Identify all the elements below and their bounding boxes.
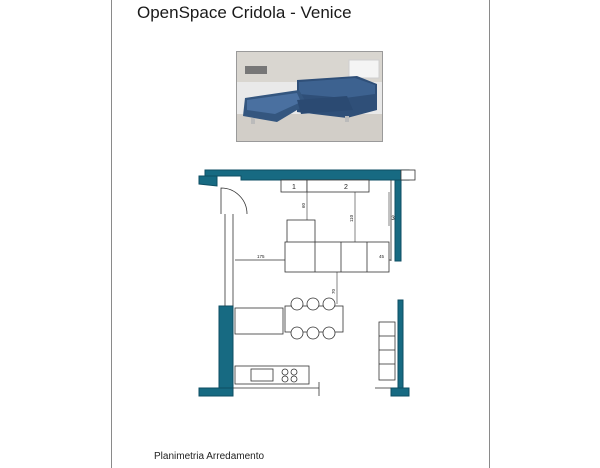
bottom-counter bbox=[235, 366, 309, 384]
page-title: OpenSpace Cridola - Venice bbox=[137, 3, 352, 22]
cabinet-3-label: 3 bbox=[391, 216, 395, 222]
shelving bbox=[379, 322, 395, 380]
sofa-plan bbox=[285, 220, 389, 272]
dim-b-label: 110 bbox=[349, 214, 354, 222]
sofa-photo bbox=[236, 51, 383, 142]
interior-lines bbox=[225, 180, 391, 396]
cabinet-2-label: 2 bbox=[344, 184, 348, 191]
plan-caption: Planimetria Arredamento bbox=[154, 451, 265, 462]
dim-right-label: 45 bbox=[379, 254, 385, 259]
door-swing bbox=[221, 188, 247, 214]
window bbox=[401, 170, 415, 180]
dim-a-label: 60 bbox=[301, 202, 306, 208]
cabinet-2 bbox=[307, 180, 369, 192]
floor-plan bbox=[195, 166, 420, 398]
sofa-illustration bbox=[237, 52, 382, 141]
dim-mid-label: 70 bbox=[331, 288, 336, 294]
cabinet-1-label: 1 bbox=[292, 184, 296, 191]
dim-left-label: 175 bbox=[257, 254, 265, 259]
dining-table bbox=[285, 298, 343, 339]
floor-plan-drawing bbox=[195, 166, 420, 398]
kitchen-counter bbox=[235, 308, 283, 334]
